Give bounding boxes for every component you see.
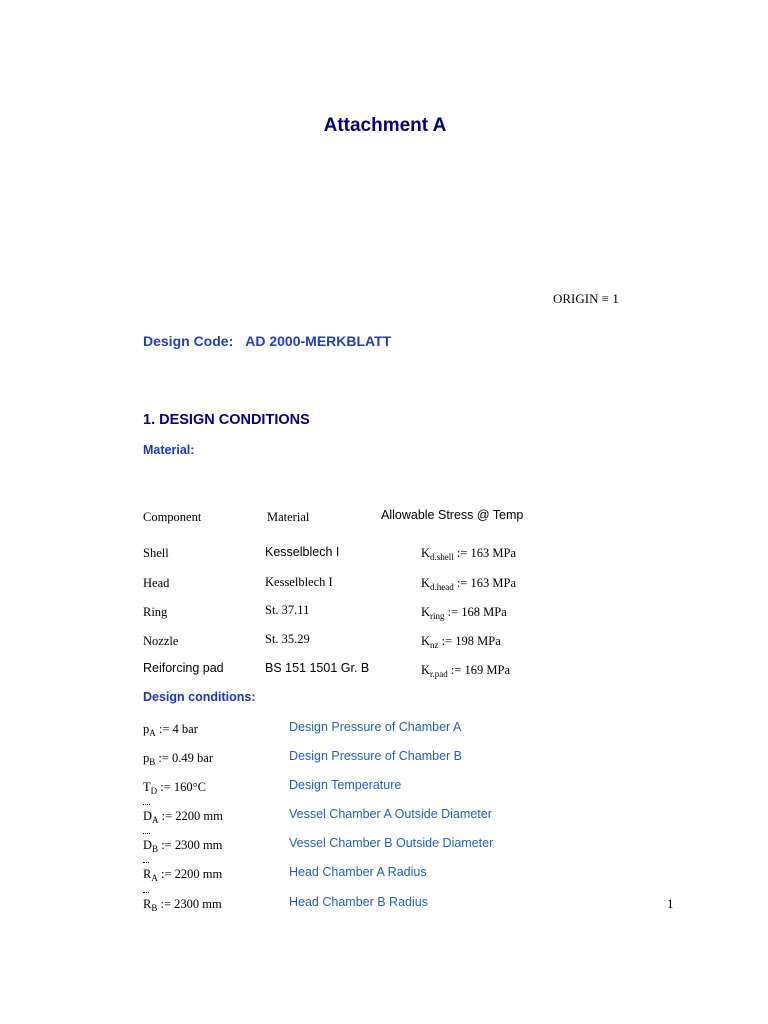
page-number: 1: [667, 896, 674, 911]
condition-description: Design Pressure of Chamber B: [289, 749, 462, 763]
condition-description: Head Chamber A Radius: [289, 865, 427, 879]
table-cell-material: BS 151 1501 Gr. B: [265, 661, 370, 675]
table-cell-component: Reiforcing pad: [143, 661, 224, 675]
table-cell-component: Head: [143, 576, 170, 590]
condition-description: Head Chamber B Radius: [289, 895, 428, 909]
condition-expression: $p_A$ := 4 bar: [143, 722, 198, 738]
condition-expression: $T_D$ := 160°C: [143, 780, 206, 796]
page-title: Attachment A: [323, 115, 447, 136]
table-cell-material: Kesselblech I: [265, 545, 340, 559]
condition-description: Design Temperature: [289, 778, 402, 792]
column-header-component: Component: [143, 510, 202, 524]
design-code-line: [143, 333, 391, 349]
table-cell-allowable-stress: $K_{ring}$ := 168 MPa: [421, 605, 507, 621]
design-code-value: AD 2000-MERKBLATT: [245, 333, 392, 349]
condition-expression: $R_B$ := 2300 mm: [143, 897, 222, 913]
table-cell-material: St. 35.29: [265, 632, 310, 646]
table-cell-allowable-stress: $K_{nz}$ := 198 MPa: [421, 634, 501, 650]
table-cell-allowable-stress: $K_{d.shell}$ := 163 MPa: [421, 546, 517, 562]
section-heading: 1. DESIGN CONDITIONS: [143, 412, 310, 428]
table-cell-allowable-stress: $K_{d.head}$ := 163 MPa: [421, 576, 517, 592]
design-conditions-heading: Design conditions:: [143, 690, 256, 704]
condition-expression: $p_B$ := 0.49 bar: [143, 751, 213, 767]
table-cell-material: Kesselblech I: [265, 575, 333, 589]
table-cell-material: St. 37.11: [265, 603, 310, 617]
design-code-label: Design Code:: [143, 333, 234, 349]
table-cell-component: Shell: [143, 546, 169, 560]
condition-description: Design Pressure of Chamber A: [289, 720, 462, 734]
table-cell-component: Ring: [143, 605, 168, 619]
condition-description: Vessel Chamber B Outside Diameter: [289, 836, 494, 850]
origin-statement: ORIGIN ≡ 1: [553, 291, 619, 306]
condition-expression: $D_A$ := 2200 mm: [143, 809, 223, 825]
condition-description: Vessel Chamber A Outside Diameter: [289, 807, 492, 821]
table-cell-allowable-stress: $K_{r.pad}$ := 169 MPa: [421, 663, 511, 679]
material-heading: Material:: [143, 443, 195, 457]
column-header-allowable-stress: Allowable Stress @ Temp: [381, 508, 524, 522]
table-cell-component: Nozzle: [143, 634, 179, 648]
column-header-material: Material: [267, 510, 310, 524]
condition-expression: $R_A$ := 2200 mm: [143, 867, 223, 883]
condition-expression: $D_B$ := 2300 mm: [143, 838, 223, 854]
